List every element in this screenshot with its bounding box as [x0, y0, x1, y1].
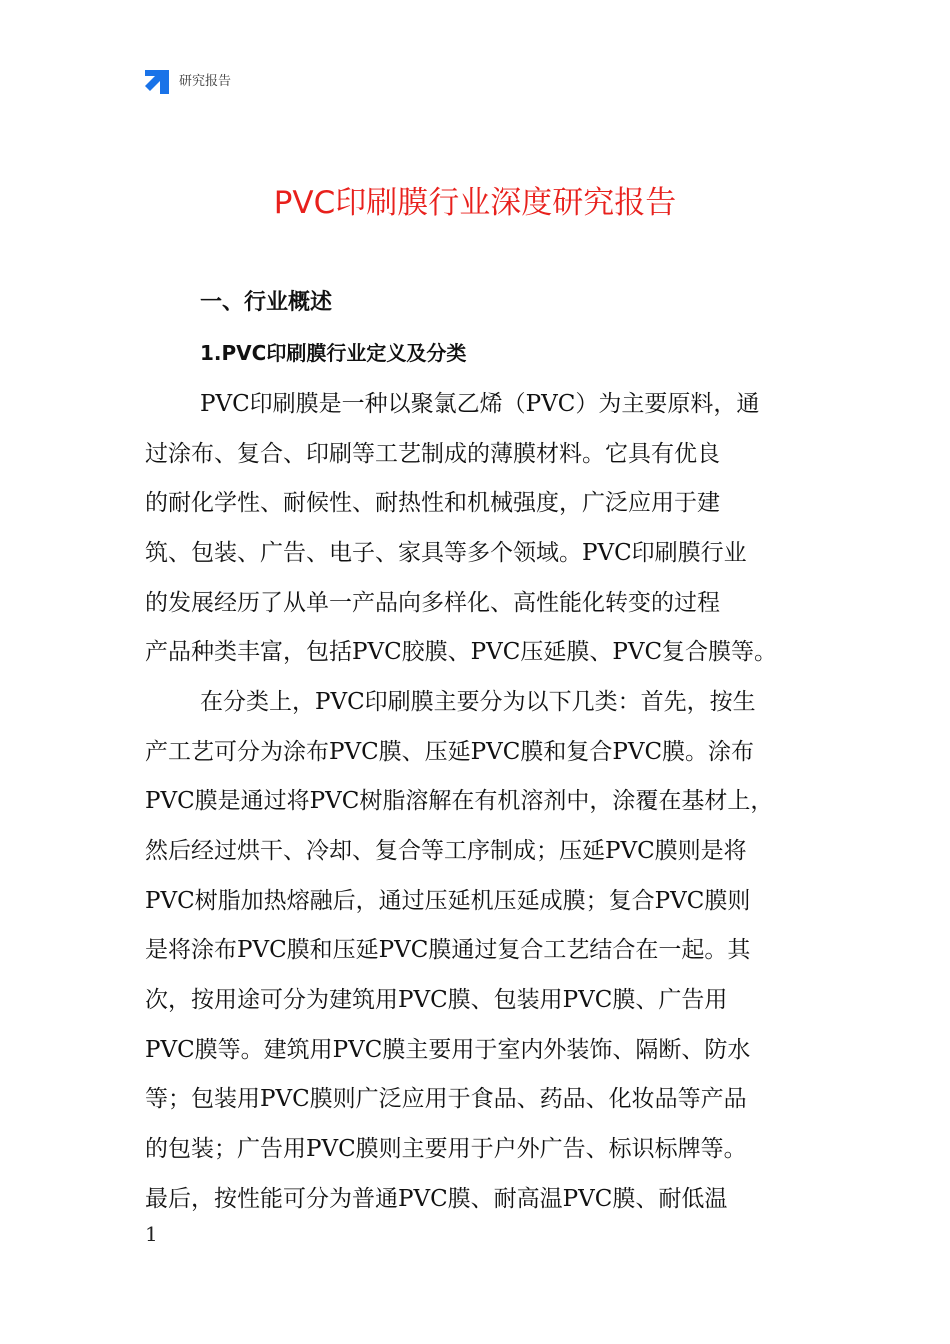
page-number: 1 [145, 1222, 158, 1246]
paragraph-line: PVC树脂加热熔融后，通过压延机压延成膜；复合PVC膜则 [145, 888, 751, 914]
paragraph-line: 的包装；广告用PVC膜则主要用于户外广告、标识标牌等。 [145, 1136, 747, 1162]
paragraph-line: 产品种类丰富，包括PVC胶膜、PVC压延膜、PVC复合膜等。 [145, 639, 778, 665]
paragraph-line: 次，按用途可分为建筑用PVC膜、包装用PVC膜、广告用 [145, 987, 728, 1013]
paragraph-line: PVC膜等。建筑用PVC膜主要用于室内外装饰、隔断、防水 [145, 1037, 751, 1063]
paragraph-line: PVC印刷膜是一种以聚氯乙烯（PVC）为主要原料，通 [200, 391, 760, 417]
paragraph-line: 然后经过烘干、冷却、复合等工序制成；压延PVC膜则是将 [145, 838, 747, 864]
paragraph-line: 最后，按性能可分为普通PVC膜、耐高温PVC膜、耐低温 [145, 1186, 728, 1212]
paragraph-line: 产工艺可分为涂布PVC膜、压延PVC膜和复合PVC膜。涂布 [145, 739, 755, 765]
paragraph-line: 的耐化学性、耐候性、耐热性和机械强度，广泛应用于建 [145, 490, 720, 516]
subsection-heading: 1.PVC印刷膜行业定义及分类 [200, 341, 467, 365]
paragraph-line: 的发展经历了从单一产品向多样化、高性能化转变的过程 [145, 590, 720, 616]
paragraph-line: 在分类上，PVC印刷膜主要分为以下几类：首先，按生 [200, 689, 756, 715]
section-heading: 一、行业概述 [200, 290, 333, 315]
logo-arrow-icon [143, 68, 171, 96]
header-label: 研究报告 [179, 74, 232, 89]
page-header [143, 68, 231, 96]
paragraph-line: 等；包装用PVC膜则广泛应用于食品、药品、化妆品等产品 [145, 1086, 747, 1112]
paragraph-line: PVC膜是通过将PVC树脂溶解在有机溶剂中，涂覆在基材上， [145, 788, 774, 814]
paragraph-line: 是将涂布PVC膜和压延PVC膜通过复合工艺结合在一起。其 [145, 937, 751, 963]
paragraph-line: 筑、包装、广告、电子、家具等多个领域。PVC印刷膜行业 [145, 540, 747, 566]
paragraph-line: 过涂布、复合、印刷等工艺制成的薄膜材料。它具有优良 [145, 441, 720, 467]
document-title: PVC印刷膜行业深度研究报告 [273, 185, 677, 221]
